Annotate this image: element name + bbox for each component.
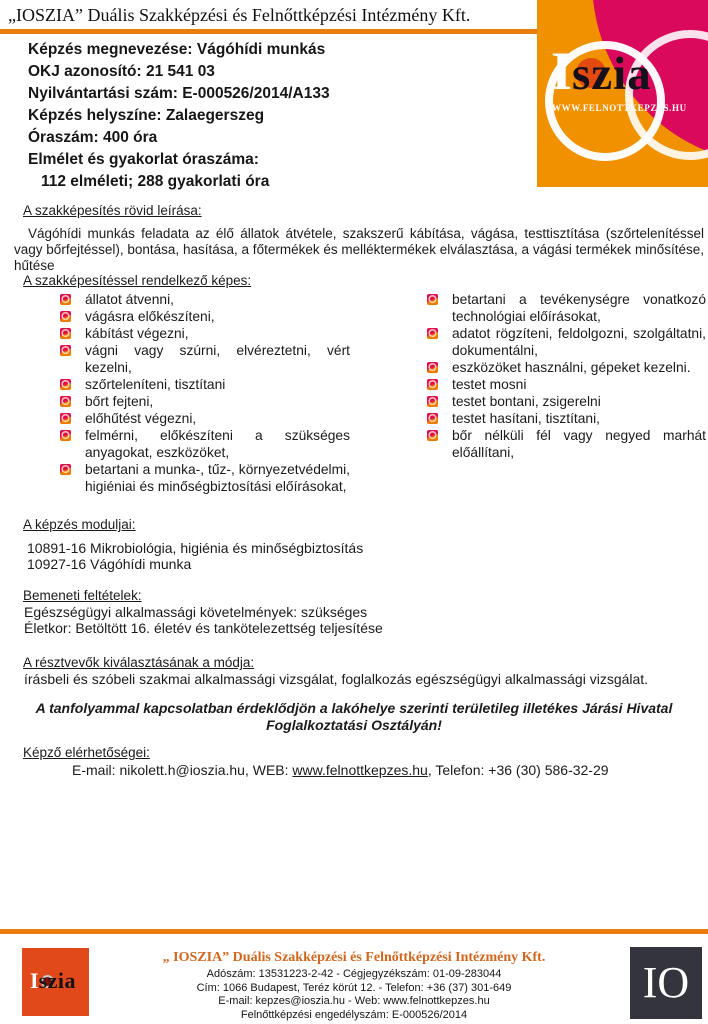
modules-list — [27, 540, 363, 572]
requirement-item: Életkor: Betöltött 16. életév és tankötelezettség teljesítése — [24, 620, 383, 636]
contact-phone: +36 (30) 586-32-29 — [488, 762, 609, 778]
footer-email-web-line[interactable]: E-mail: kepzes@ioszia.hu - Web: www.felnottkepzes.hu — [218, 995, 490, 1007]
contact-line — [72, 762, 609, 778]
list-item-text: vágni vagy szúrni, elvéreztetni, vért kezelni, — [85, 343, 350, 375]
course-name: Képzés megnevezése: Vágóhídi munkás — [28, 41, 326, 58]
ioszia-bullet-icon — [60, 430, 71, 441]
footer-ioszia-logo — [22, 948, 89, 1016]
list-item — [60, 427, 350, 461]
list-item — [427, 427, 706, 461]
ioszia-bullet-icon — [427, 328, 438, 339]
footer-info-block — [104, 948, 604, 1022]
list-item — [60, 410, 350, 427]
list-item-text: eszközöket használni, gépeket kezelni. — [452, 360, 691, 375]
ioszia-bullet-icon — [60, 379, 71, 390]
description-heading: A szakképesítés rövid leírása: — [23, 203, 202, 218]
ioszia-bullet-icon — [427, 294, 438, 305]
module-item: 10927-16 Vágóhídi munka — [27, 556, 192, 572]
competencies-list-right — [427, 291, 706, 461]
ioszia-bullet-icon — [60, 396, 71, 407]
list-item — [427, 325, 706, 359]
footer-logo-letter-i: I — [30, 968, 39, 993]
notice-text: A tanfolyammal kapcsolatban érdeklődjön a lakóhelye szerinti területileg illetékes Járási Hivatal Foglalkoztatási Osztályán! — [35, 700, 673, 733]
course-location: Képzés helyszíne: Zalaegerszeg — [28, 107, 265, 124]
modules-heading: A képzés moduljai: — [23, 517, 136, 532]
contact-web-label: , WEB: — [244, 762, 293, 778]
ioszia-bullet-icon — [60, 294, 71, 305]
logo-letters-szia: szia — [572, 48, 652, 100]
contact-heading: Képző elérhetőségei: — [23, 745, 150, 760]
header-divider — [0, 29, 537, 34]
footer-company-name: „ IOSZIA” Duális Szakképzési és Felnőttképzési Intézmény Kft. — [162, 950, 546, 965]
logo-website-url: WWW.FELNOTTKEPZES.HU — [552, 103, 687, 113]
list-item-text: vágásra előkészíteni, — [85, 309, 215, 324]
list-item — [60, 325, 350, 342]
footer-license-line: Felnőttképzési engedélyszám: E-000526/2014 — [240, 1008, 468, 1021]
list-item-text: betartani a tevékenységre vonatkozó technológiai előírásokat, — [452, 292, 706, 324]
list-item — [60, 291, 350, 308]
list-item-text: betartani a munka-, tűz-, környezetvédelmi, higiéniai és minőségbiztosítási előírásokat, — [85, 462, 350, 494]
list-item-text: testet hasítani, tisztítani, — [452, 411, 601, 426]
ioszia-bullet-icon — [427, 430, 438, 441]
footer-logo-letters-szia: szia — [38, 968, 77, 993]
list-item — [60, 376, 350, 393]
list-item-text: bőrt fejteni, — [85, 394, 154, 409]
footer-address-line: Cím: 1066 Budapest, Teréz körút 12. - Telefon: +36 (37) 301-649 — [196, 981, 512, 994]
contact-email-label: E-mail: — [72, 762, 120, 778]
list-item-text: szőrteleníteni, tisztítani — [85, 377, 226, 392]
ioszia-bullet-icon — [60, 328, 71, 339]
list-item-text: előhűtést végezni, — [85, 411, 197, 426]
list-item-text: testet bontani, zsigerelni — [452, 394, 601, 409]
list-item — [60, 393, 350, 410]
contact-phone-label: , Telefon: — [427, 762, 489, 778]
list-item-text: kábítást végezni, — [85, 326, 189, 341]
ioszia-bullet-icon — [427, 362, 438, 373]
contact-web-link[interactable]: www.felnottkepzes.hu — [292, 762, 428, 778]
selection-heading: A résztvevők kiválasztásának a módja: — [23, 655, 255, 670]
description-body: Vágóhídi munkás feladata az élő állatok átvétele, szakszerű kábítása, vágása, testtisztítása (szőrtelenítéssel vagy bőrfejtéssel), bontása, hasítása, a főtermékek és melléktermékek elválasztása, a vágási termékek minősítése, hűtése — [14, 226, 704, 273]
requirements-heading: Bemeneti feltételek: — [23, 588, 142, 603]
requirement-item: Egészségügyi alkalmassági követelmények: szükséges — [24, 604, 368, 620]
ioszia-bullet-icon — [60, 464, 71, 475]
list-item — [60, 461, 350, 495]
selection-body: írásbeli és szóbeli szakmai alkalmassági vizsgálat, foglalkozás egészségügyi alkalmassági vizsgálat. — [24, 671, 649, 687]
course-okj-id: OKJ azonosító: 21 541 03 — [28, 63, 215, 80]
list-item — [427, 291, 706, 325]
ioszia-bullet-icon — [60, 345, 71, 356]
list-item — [60, 308, 350, 325]
course-registration-number: Nyilvántartási szám: E-000526/2014/A133 — [28, 85, 330, 102]
list-item-text: állatot átvenni, — [85, 292, 174, 307]
list-item-text: testet mosni — [452, 377, 527, 392]
contact-email-link[interactable]: nikolett.h@ioszia.hu — [119, 762, 245, 778]
footer-logo-wordmark — [30, 970, 76, 992]
list-item — [427, 393, 706, 410]
footer-io-logo: IO — [630, 947, 702, 1019]
ioszia-bullet-icon — [427, 413, 438, 424]
course-hours-split-label: Elmélet és gyakorlat óraszáma: — [28, 151, 259, 168]
list-item-text: felmérni, előkészíteni a szükséges anyagokat, eszközöket, — [85, 428, 350, 460]
competencies-heading: A szakképesítéssel rendelkező képes: — [23, 273, 252, 288]
footer-tax-line: Adószám: 13531223-2-42 - Cégjegyzékszám: 01-09-283044 — [206, 968, 502, 980]
ioszia-logo — [537, 0, 708, 187]
ioszia-bullet-icon — [427, 396, 438, 407]
logo-letter-i: I — [551, 41, 573, 101]
list-item — [427, 359, 706, 376]
list-item-text: adatot rögzíteni, feldolgozni, szolgáltatni, dokumentálni, — [452, 326, 706, 358]
header-company-title: „IOSZIA” Duális Szakképzési és Felnőttképzési Intézmény Kft. — [8, 5, 471, 25]
logo-wordmark — [551, 41, 652, 101]
ioszia-bullet-icon — [60, 413, 71, 424]
ioszia-bullet-icon — [60, 311, 71, 322]
list-item-text: bőr nélküli fél vagy negyed marhát előállítani, — [452, 428, 706, 460]
list-item — [427, 410, 706, 427]
module-item: 10891-16 Mikrobiológia, higiénia és minőségbiztosítás — [27, 540, 364, 556]
competencies-list-left — [60, 291, 350, 495]
ioszia-bullet-icon — [427, 379, 438, 390]
footer-divider — [0, 929, 708, 934]
list-item — [427, 376, 706, 393]
requirements-list — [24, 604, 383, 636]
course-total-hours: Óraszám: 400 óra — [28, 129, 158, 146]
course-header-block — [28, 39, 330, 193]
list-item — [60, 342, 350, 376]
course-hours-split-value: 112 elméleti; 288 gyakorlati óra — [41, 173, 270, 190]
